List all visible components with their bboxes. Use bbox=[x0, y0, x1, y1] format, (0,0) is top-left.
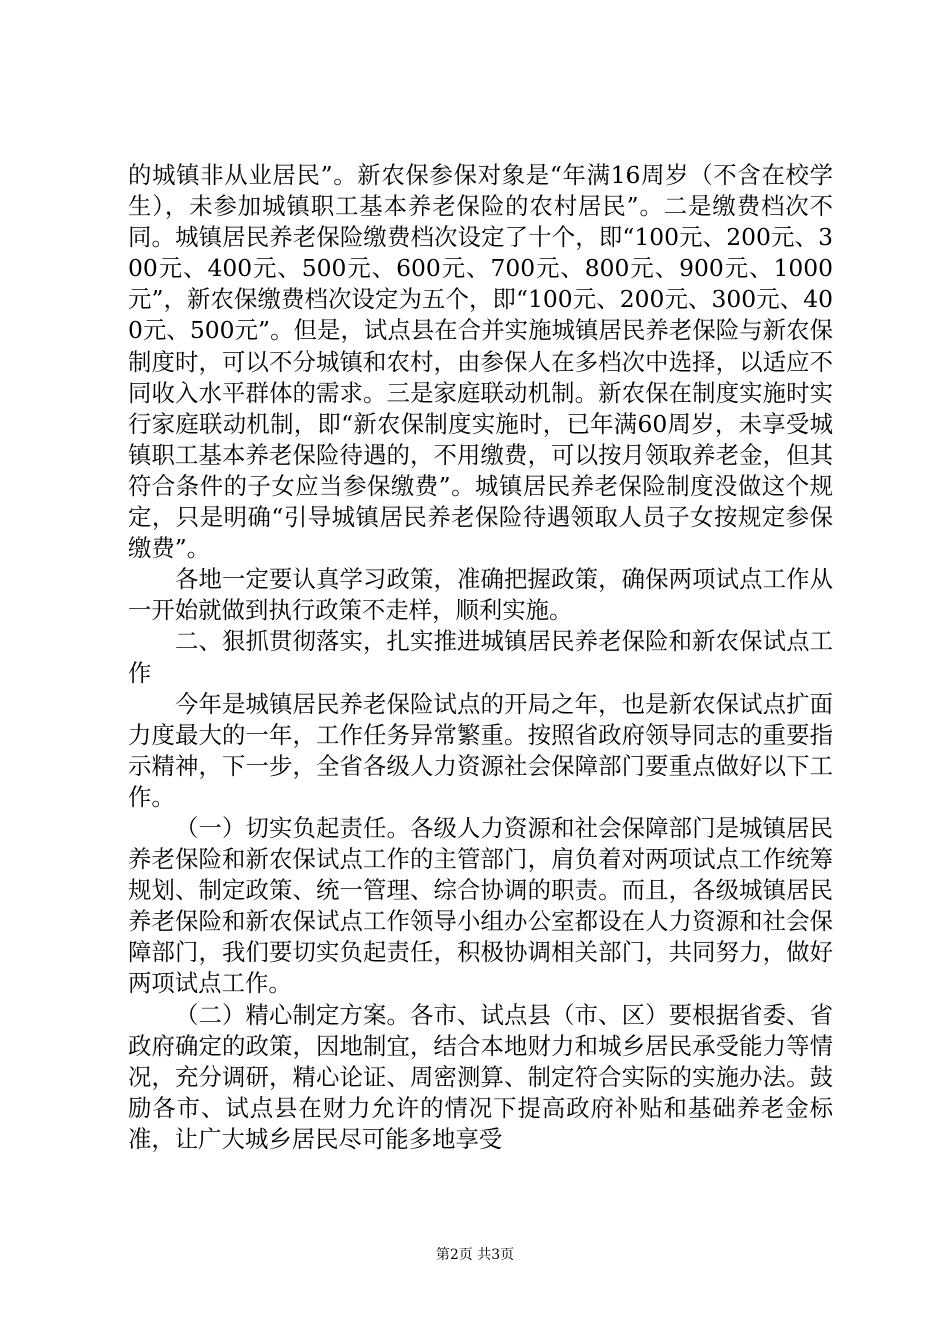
document-body bbox=[128, 160, 833, 1155]
paragraph-5: （一）切实负起责任。各级人力资源和社会保障部门是城镇居民养老保险和新农保试点工作的主管部门，肩负着对两项试点工作统筹规划、制定政策、统一管理、综合协调的职责。而且，各级城镇居民养老保险和新农保试点工作领导小组办公室都设在人力资源和社会保障部门，我们要切实负起责任，积极协调相关部门，共同努力，做好两项试点工作。 bbox=[128, 813, 833, 998]
section-heading-2: 二、狠抓贯彻落实，扎实推进城镇居民养老保险和新农保试点工作 bbox=[128, 627, 833, 687]
paragraph-4: 今年是城镇居民养老保险试点的开局之年，也是新农保试点扩面力度最大的一年，工作任务异常繁重。按照省政府领导同志的重要指示精神，下一步，全省各级人力资源社会保障部门要重点做好以下工作。 bbox=[128, 689, 833, 811]
page-number-footer: 第2页 共3页 bbox=[435, 1247, 515, 1263]
paragraph-1: 的城镇非从业居民”。新农保参保对象是“年满16周岁（不含在校学生），未参加城镇职工基本养老保险的农村居民”。二是缴费档次不同。城镇居民养老保险缴费档次设定了十个，即“100元、200元、300元、400元、500元、600元、700元、800元、900元、1000元”，新农保缴费档次设定为五个，即“100元、200元、300元、400元、500元”。但是，试点县在合并实施城镇居民养老保险与新农保制度时，可以不分城镇和农村，由参保人在多档次中选择，以适应不同收入水平群体的需求。三是家庭联动机制。新农保在制度实施时实行家庭联动机制，即“新农保制度实施时，已年满60周岁，未享受城镇职工基本养老保险待遇的，不用缴费，可以按月领取养老金，但其符合条件的子女应当参保缴费”。城镇居民养老保险制度没做这个规定，只是明确“引导城镇居民养老保险待遇领取人员子女按规定参保缴费”。 bbox=[128, 161, 833, 563]
paragraph-2: 各地一定要认真学习政策，准确把握政策，确保两项试点工作从一开始就做到执行政策不走样，顺利实施。 bbox=[128, 565, 833, 625]
paragraph-6: （二）精心制定方案。各市、试点县（市、区）要根据省委、省政府确定的政策，因地制宜，结合本地财力和城乡居民承受能力等情况，充分调研，精心论证、周密测算、制定符合实际的实施办法。鼓励各市、试点县在财力允许的情况下提高政府补贴和基础养老金标准，让广大城乡居民尽可能多地享受 bbox=[128, 1000, 833, 1153]
